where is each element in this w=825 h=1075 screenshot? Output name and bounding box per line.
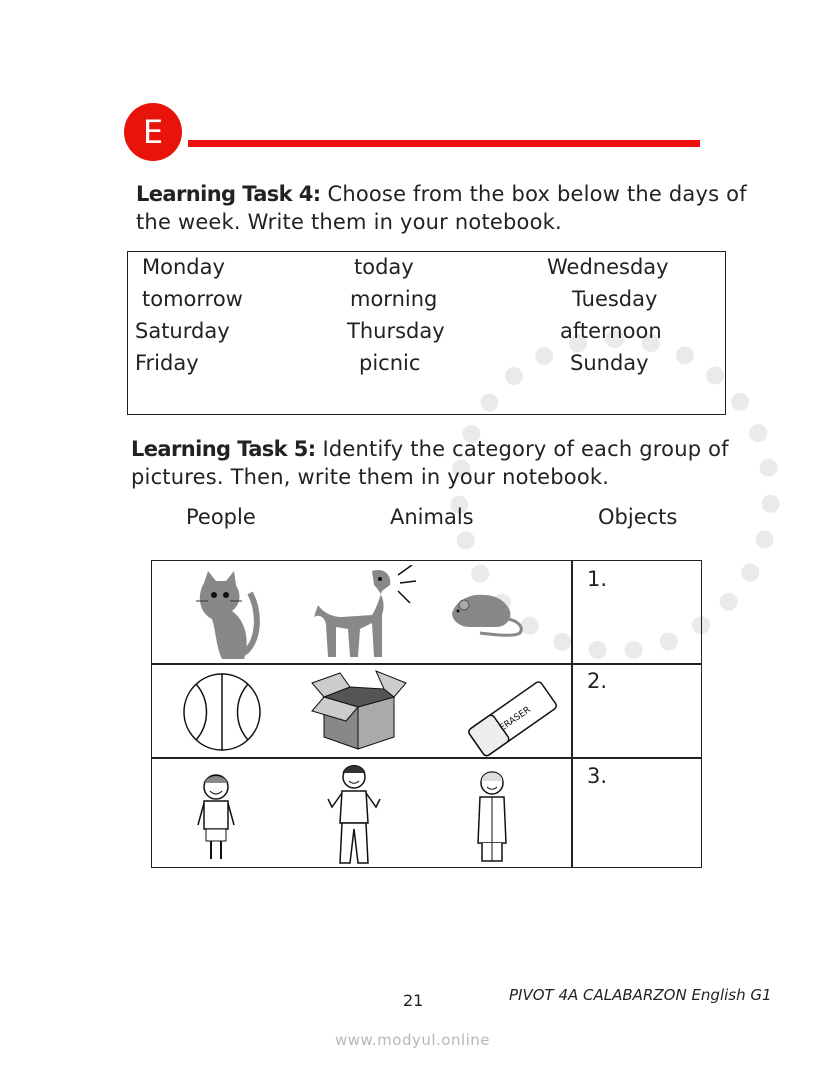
word-monday: Monday: [142, 255, 225, 279]
eraser-icon: [462, 677, 562, 759]
girl-icon: [468, 769, 516, 865]
section-letter: E: [142, 113, 164, 151]
task4-text: Choose from the box below the days of the week. Write them in your notebook.: [136, 182, 747, 234]
word-wednesday: Wednesday: [547, 255, 669, 279]
task4-label: Learning Task 4:: [136, 182, 321, 206]
dog-icon: [312, 565, 417, 660]
eraser-label: ERASER: [497, 705, 533, 734]
page-number: 21: [403, 991, 424, 1010]
ball-icon: [182, 672, 262, 752]
row-2-number: 2.: [587, 669, 608, 693]
man-icon: [324, 763, 384, 867]
task4-instruction: [136, 180, 756, 236]
word-sunday: Sunday: [570, 351, 649, 375]
word-morning: morning: [350, 287, 438, 311]
box-icon: [310, 667, 408, 751]
row-3-number: 3.: [587, 764, 608, 788]
table-divider: [571, 561, 573, 867]
section-badge: [124, 103, 182, 161]
cat-icon: [186, 571, 266, 661]
category-people: People: [186, 505, 256, 529]
word-afternoon: afternoon: [560, 319, 662, 343]
task5-instruction: [131, 435, 771, 491]
row-divider: [152, 663, 701, 665]
boy-icon: [194, 773, 238, 863]
rat-icon: [448, 587, 532, 639]
category-animals: Animals: [390, 505, 474, 529]
word-friday: Friday: [135, 351, 199, 375]
task5-text: Identify the category of each group of pictures. Then, write them in your notebook.: [131, 437, 729, 489]
word-tomorrow: tomorrow: [142, 287, 243, 311]
word-thursday: Thursday: [347, 319, 445, 343]
word-today: today: [354, 255, 414, 279]
picture-table: [151, 560, 702, 868]
row-divider: [152, 757, 701, 759]
watermark: www.modyul.online: [334, 1031, 491, 1049]
word-box: [127, 251, 726, 415]
category-objects: Objects: [598, 505, 678, 529]
word-picnic: picnic: [359, 351, 421, 375]
row-1-number: 1.: [587, 567, 608, 591]
word-saturday: Saturday: [135, 319, 230, 343]
source-label: PIVOT 4A CALABARZON English G1: [509, 986, 772, 1004]
section-underline: [188, 140, 700, 147]
task5-label: Learning Task 5:: [131, 437, 316, 461]
word-tuesday: Tuesday: [572, 287, 658, 311]
